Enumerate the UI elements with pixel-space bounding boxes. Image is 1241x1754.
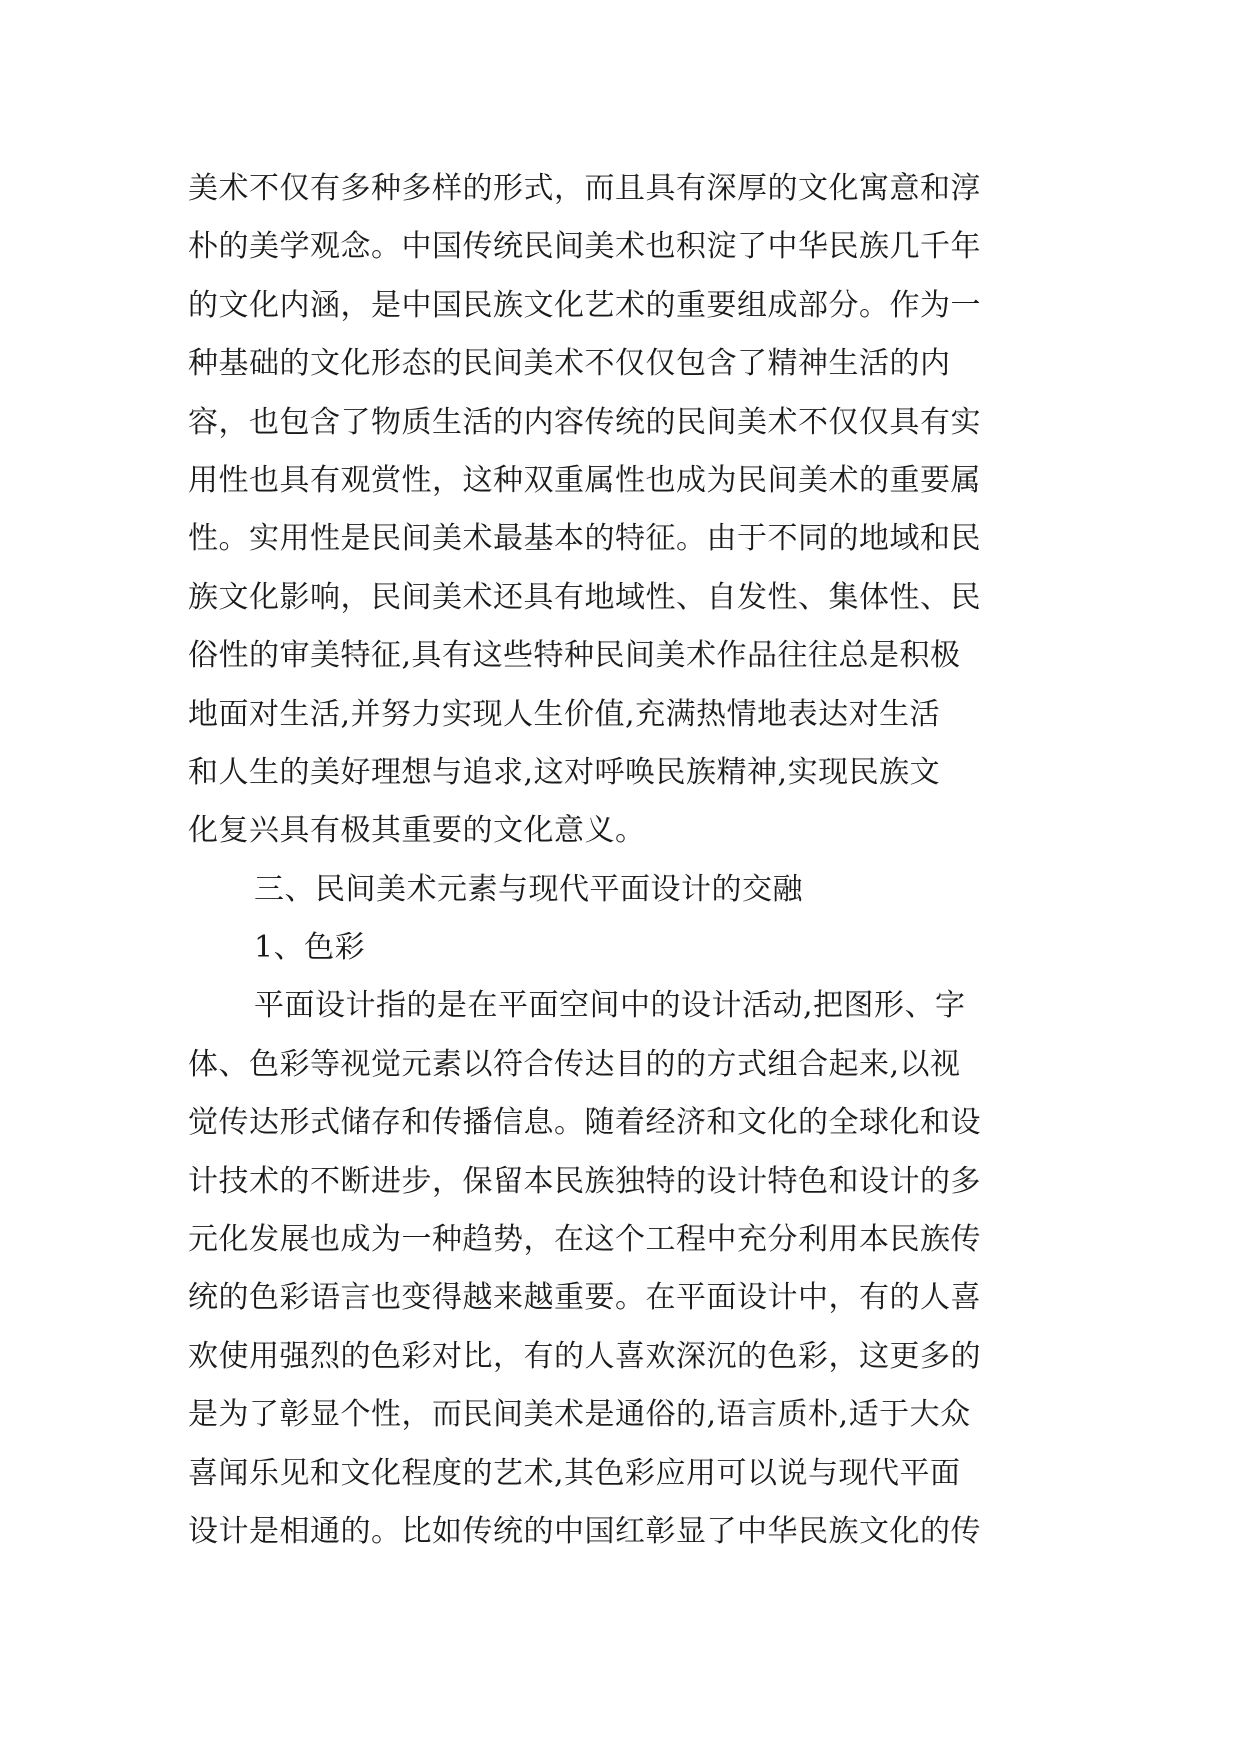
text-line: 朴的美学观念。中国传统民间美术也积淀了中华民族几千年 xyxy=(188,229,981,265)
text-line: 体、色彩等视觉元素以符合传达目的的方式组合起来,以视 xyxy=(188,1046,961,1082)
text-line: 地面对生活,并努力实现人生价值,充满热情地表达对生活 xyxy=(188,696,941,732)
paragraph-start-line: 平面设计指的是在平面空间中的设计活动,把图形、字 xyxy=(254,988,966,1024)
text-line: 族文化影响，民间美术还具有地域性、自发性、集体性、民 xyxy=(188,579,981,615)
text-line: 计技术的不断进步，保留本民族独特的设计特色和设计的多 xyxy=(188,1163,981,1199)
text-line: 和人生的美好理想与追求,这对呼唤民族精神,实现民族文 xyxy=(188,754,941,790)
text-line: 设计是相通的。比如传统的中国红彰显了中华民族文化的传 xyxy=(188,1513,981,1549)
text-line: 容，也包含了物质生活的内容传统的民间美术不仅仅具有实 xyxy=(188,404,981,440)
text-line: 性。实用性是民间美术最基本的特征。由于不同的地域和民 xyxy=(188,521,981,557)
subsection-heading: 1、色彩 xyxy=(254,930,366,966)
section-heading: 三、民间美术元素与现代平面设计的交融 xyxy=(254,871,803,907)
text-line: 化复兴具有极其重要的文化意义。 xyxy=(188,813,646,849)
text-line: 觉传达形式储存和传播信息。随着经济和文化的全球化和设 xyxy=(188,1105,981,1141)
text-line: 种基础的文化形态的民间美术不仅仅包含了精神生活的内 xyxy=(188,346,951,382)
text-line: 用性也具有观赏性，这种双重属性也成为民间美术的重要属 xyxy=(188,462,981,498)
text-line: 元化发展也成为一种趋势，在这个工程中充分利用本民族传 xyxy=(188,1222,981,1258)
text-line: 喜闻乐见和文化程度的艺术,其色彩应用可以说与现代平面 xyxy=(188,1455,961,1491)
body-text xyxy=(188,160,1068,1561)
text-line: 俗性的审美特征,具有这些特种民间美术作品往往总是积极 xyxy=(188,638,961,674)
text-line: 统的色彩语言也变得越来越重要。在平面设计中，有的人喜 xyxy=(188,1280,981,1316)
text-line: 欢使用强烈的色彩对比，有的人喜欢深沉的色彩，这更多的 xyxy=(188,1338,981,1374)
text-line: 是为了彰显个性，而民间美术是通俗的,语言质朴,适于大众 xyxy=(188,1397,971,1433)
text-line: 美术不仅有多种多样的形式，而且具有深厚的文化寓意和淳 xyxy=(188,171,981,206)
text-line: 的文化内涵，是中国民族文化艺术的重要组成部分。作为一 xyxy=(188,287,981,323)
